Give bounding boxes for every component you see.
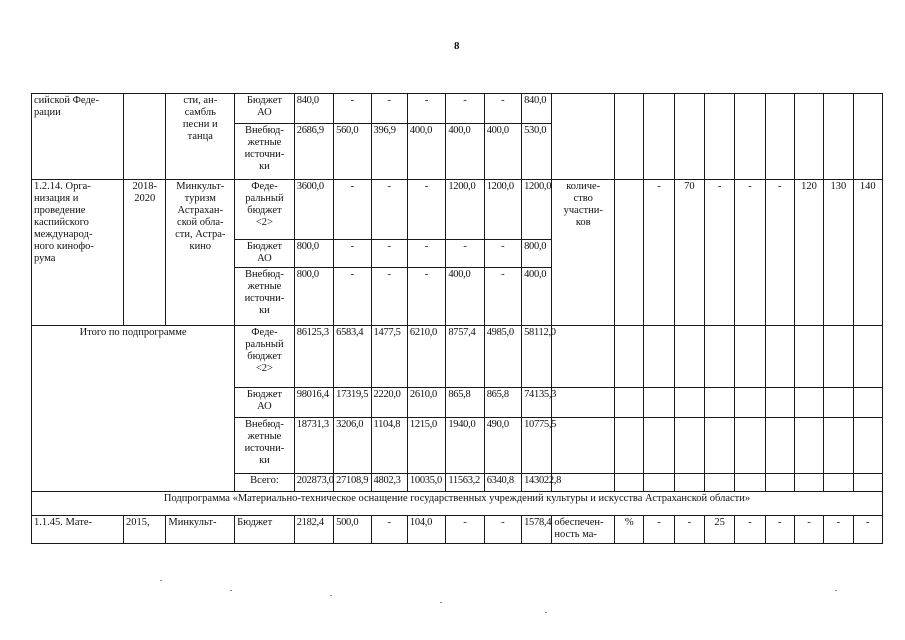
value-cell: 1940,0 xyxy=(446,418,484,474)
scan-speck xyxy=(545,612,547,613)
event-name-cell: сийской Феде- рации xyxy=(32,94,124,180)
value-cell: 800,0 xyxy=(294,240,333,268)
period-cell: 2018- 2020 xyxy=(123,180,165,326)
indicator-value-cell xyxy=(824,94,853,180)
source-cell: Всего: xyxy=(235,474,295,492)
value-cell: 3600,0 xyxy=(294,180,333,240)
indicator-value-cell xyxy=(794,94,823,180)
indicator-value-cell: - xyxy=(853,516,883,544)
value-cell: - xyxy=(484,240,521,268)
source-cell: Бюджет xyxy=(235,516,295,544)
table-row xyxy=(32,180,883,240)
value-cell: 17319,5 xyxy=(334,388,371,418)
value-cell: 490,0 xyxy=(484,418,521,474)
value-cell: - xyxy=(484,516,521,544)
value-cell: 865,8 xyxy=(446,388,484,418)
value-cell: - xyxy=(371,240,407,268)
indicator-value-cell: 25 xyxy=(704,516,734,544)
value-cell: 1104,8 xyxy=(371,418,407,474)
value-cell: 1215,0 xyxy=(407,418,445,474)
value-cell: 74135,3 xyxy=(522,388,552,418)
unit-cell xyxy=(615,180,644,326)
scan-speck xyxy=(330,595,332,596)
source-cell: Внебюд- жетные источни- ки xyxy=(235,268,295,326)
value-cell: - xyxy=(334,240,371,268)
value-cell: - xyxy=(484,94,521,124)
value-cell: 10775,5 xyxy=(522,418,552,474)
value-cell: 400,0 xyxy=(446,124,484,180)
value-cell: 86125,3 xyxy=(294,326,333,388)
value-cell: 2182,4 xyxy=(294,516,333,544)
value-cell: 27108,9 xyxy=(334,474,371,492)
period-cell: 2015, xyxy=(123,516,165,544)
value-cell: - xyxy=(334,94,371,124)
value-cell: - xyxy=(371,268,407,326)
source-cell: Бюджет АО xyxy=(235,94,295,124)
value-cell: 500,0 xyxy=(334,516,371,544)
indicator-cell xyxy=(552,326,615,388)
indicator-value-cell xyxy=(853,94,883,180)
indicator-value-cell: - xyxy=(644,516,674,544)
value-cell: 400,0 xyxy=(484,124,521,180)
period-cell xyxy=(123,94,165,180)
value-cell: 10035,0 xyxy=(407,474,445,492)
event-name-cell: 1.2.14. Орга- низация и проведение каспийского международ- ного кинофо- рума xyxy=(32,180,124,326)
value-cell: 6210,0 xyxy=(407,326,445,388)
value-cell: 396,9 xyxy=(371,124,407,180)
source-cell: Феде- ральный бюджет <2> xyxy=(235,180,295,240)
value-cell: - xyxy=(371,94,407,124)
value-cell: 18731,3 xyxy=(294,418,333,474)
value-cell: - xyxy=(407,94,445,124)
value-cell: 1578,4 xyxy=(522,516,552,544)
indicator-value-cell: - xyxy=(824,516,853,544)
indicator-value-cell: - xyxy=(794,516,823,544)
value-cell: - xyxy=(371,180,407,240)
unit-cell: % xyxy=(615,516,644,544)
value-cell: 98016,4 xyxy=(294,388,333,418)
value-cell: - xyxy=(334,180,371,240)
indicator-value-cell: - xyxy=(735,180,765,326)
event-name-cell: 1.1.45. Мате- xyxy=(32,516,124,544)
program-table xyxy=(31,93,883,544)
value-cell: 2220,0 xyxy=(371,388,407,418)
value-cell: 840,0 xyxy=(522,94,552,124)
value-cell: - xyxy=(446,94,484,124)
source-cell: Феде- ральный бюджет <2> xyxy=(235,326,295,388)
value-cell: 400,0 xyxy=(407,124,445,180)
indicator-cell: количе- ство участни- ков xyxy=(552,180,615,326)
indicator-value-cell: - xyxy=(735,516,765,544)
indicator-cell: обеспечен- ность ма- xyxy=(552,516,615,544)
indicator-value-cell xyxy=(704,94,734,180)
value-cell: 1200,0 xyxy=(446,180,484,240)
unit-cell xyxy=(615,326,644,388)
value-cell: - xyxy=(446,240,484,268)
table-row xyxy=(32,94,883,124)
value-cell: 4802,3 xyxy=(371,474,407,492)
indicator-value-cell: - xyxy=(644,180,674,326)
indicator-value-cell: 70 xyxy=(674,180,704,326)
value-cell: 560,0 xyxy=(334,124,371,180)
scan-speck xyxy=(160,580,162,581)
value-cell: 530,0 xyxy=(522,124,552,180)
value-cell: 143022,8 xyxy=(522,474,552,492)
source-cell: Внебюд- жетные источни- ки xyxy=(235,124,295,180)
value-cell: 11563,2 xyxy=(446,474,484,492)
value-cell: 6340,8 xyxy=(484,474,521,492)
value-cell: - xyxy=(484,268,521,326)
executor-cell: Минкульт- туризм Астрахан- ской обла- сти, Астра- кино xyxy=(166,180,235,326)
indicator-value-cell: 130 xyxy=(824,180,853,326)
value-cell: - xyxy=(407,180,445,240)
value-cell: - xyxy=(407,268,445,326)
indicator-value-cell: 120 xyxy=(794,180,823,326)
source-cell: Бюджет АО xyxy=(235,240,295,268)
value-cell: 2610,0 xyxy=(407,388,445,418)
value-cell: 58112,0 xyxy=(522,326,552,388)
indicator-value-cell xyxy=(674,94,704,180)
totals-label: Итого по подпрограмме xyxy=(32,326,235,492)
table-row xyxy=(32,492,883,516)
value-cell: 3206,0 xyxy=(334,418,371,474)
value-cell: 400,0 xyxy=(522,268,552,326)
unit-cell xyxy=(615,94,644,180)
executor-cell: Минкульт- xyxy=(166,516,235,544)
indicator-value-cell xyxy=(644,94,674,180)
source-cell: Внебюд- жетные источни- ки xyxy=(235,418,295,474)
value-cell: 1477,5 xyxy=(371,326,407,388)
value-cell: 4985,0 xyxy=(484,326,521,388)
indicator-value-cell: - xyxy=(765,180,794,326)
value-cell: 6583,4 xyxy=(334,326,371,388)
scan-speck xyxy=(230,590,232,591)
indicator-value-cell: - xyxy=(704,180,734,326)
value-cell: - xyxy=(371,516,407,544)
source-cell: Бюджет АО xyxy=(235,388,295,418)
value-cell: - xyxy=(446,516,484,544)
value-cell: 202873,0 xyxy=(294,474,333,492)
indicator-value-cell: - xyxy=(674,516,704,544)
value-cell: 104,0 xyxy=(407,516,445,544)
indicator-value-cell: 140 xyxy=(853,180,883,326)
indicator-value-cell xyxy=(765,94,794,180)
value-cell: 1200,0 xyxy=(484,180,521,240)
value-cell: 800,0 xyxy=(294,268,333,326)
value-cell: 800,0 xyxy=(522,240,552,268)
table-row xyxy=(32,326,883,388)
value-cell: 400,0 xyxy=(446,268,484,326)
subprogram-title: Подпрограмма «Материально-техническое оснащение государственных учреждений культуры и искусства Астраханской области» xyxy=(32,492,883,516)
value-cell: - xyxy=(334,268,371,326)
value-cell: 1200,0 xyxy=(522,180,552,240)
scan-speck xyxy=(440,602,442,603)
page-number: 8 xyxy=(454,40,460,52)
value-cell: 865,8 xyxy=(484,388,521,418)
indicator-value-cell: - xyxy=(765,516,794,544)
value-cell: 840,0 xyxy=(294,94,333,124)
value-cell: 2686,9 xyxy=(294,124,333,180)
table-row xyxy=(32,516,883,544)
indicator-value-cell xyxy=(735,94,765,180)
scan-speck xyxy=(835,590,837,591)
indicator-cell xyxy=(552,94,615,180)
executor-cell: сти, ан- самбль песни и танца xyxy=(166,94,235,180)
value-cell: 8757,4 xyxy=(446,326,484,388)
value-cell: - xyxy=(407,240,445,268)
